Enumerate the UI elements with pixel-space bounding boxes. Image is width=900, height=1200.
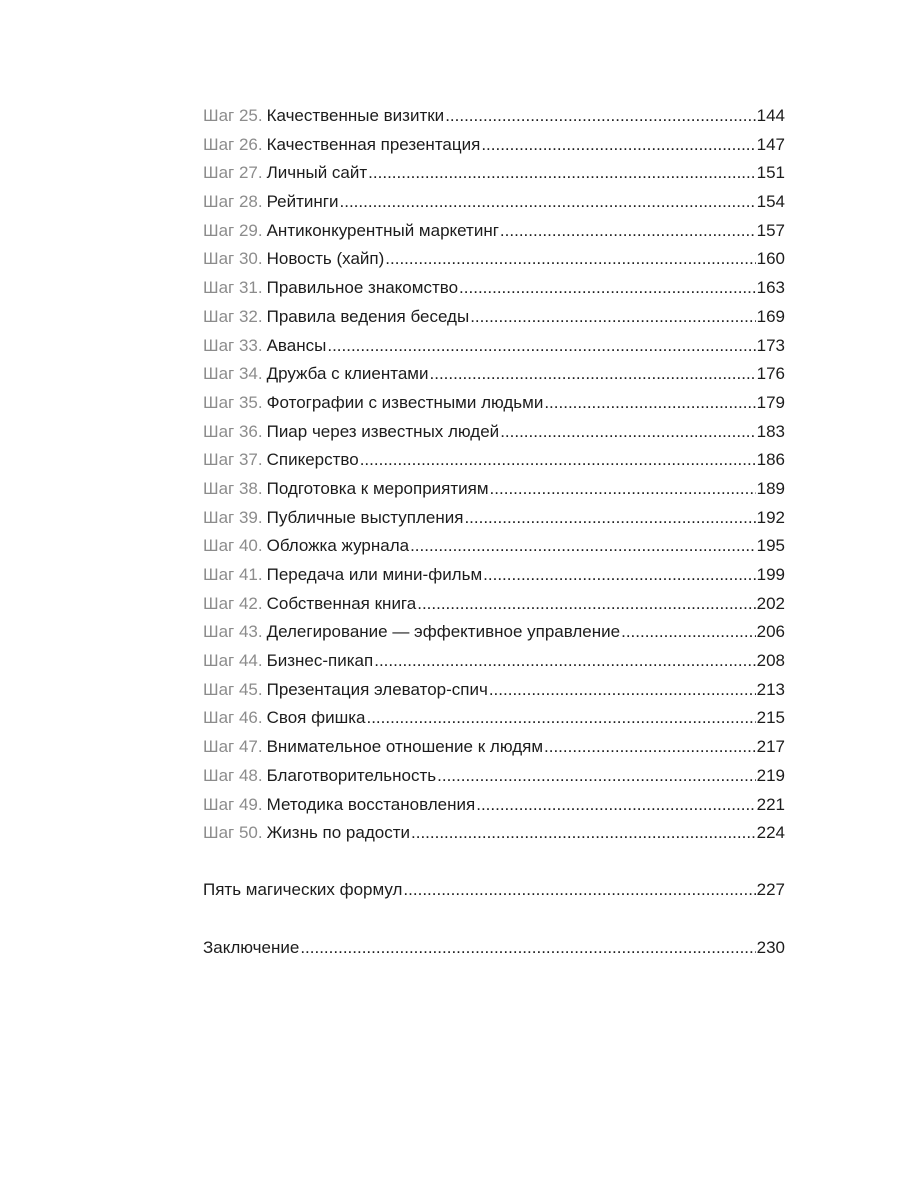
step-number: Шаг 42. — [203, 593, 263, 613]
toc-entry-step-40 — [203, 532, 785, 561]
step-title: Личный сайт — [266, 163, 368, 183]
step-title: Пиар через известных людей — [266, 421, 500, 441]
step-title: Дружба с клиентами — [266, 364, 429, 384]
step-number: Шаг 37. — [203, 450, 263, 470]
step-title: Благотворительность — [266, 765, 437, 785]
toc-entry-step-39 — [203, 504, 785, 533]
page-number: 147 — [756, 134, 785, 154]
toc-entry-step-27 — [203, 159, 785, 188]
step-title: Обложка журнала — [266, 536, 410, 556]
page-number: 154 — [756, 192, 785, 212]
step-title: Бизнес-пикап — [266, 651, 374, 671]
dot-leader — [621, 618, 756, 647]
toc-entry-step-46 — [203, 704, 785, 733]
step-number: Шаг 29. — [203, 220, 263, 240]
page-number: 195 — [756, 536, 785, 556]
page-number: 183 — [756, 421, 785, 441]
dot-leader — [470, 303, 755, 332]
step-number: Шаг 35. — [203, 392, 263, 412]
dot-leader — [368, 159, 755, 188]
dot-leader — [327, 332, 755, 361]
step-title: Качественная презентация — [266, 134, 481, 154]
toc-entry-step-48 — [203, 762, 785, 791]
page-number: 192 — [756, 507, 785, 527]
table-of-contents — [203, 102, 785, 962]
dot-leader — [417, 590, 755, 619]
toc-entry-step-34 — [203, 360, 785, 389]
page-number: 217 — [756, 737, 785, 757]
toc-entry-formulas — [203, 876, 785, 905]
step-number: Шаг 45. — [203, 679, 263, 699]
page-number: 176 — [756, 364, 785, 384]
page-number: 189 — [756, 478, 785, 498]
toc-entry-step-30 — [203, 245, 785, 274]
toc-entry-step-44 — [203, 647, 785, 676]
page-number: 221 — [756, 794, 785, 814]
step-number: Шаг 49. — [203, 794, 263, 814]
page-number: 219 — [756, 765, 785, 785]
step-number: Шаг 31. — [203, 278, 263, 298]
page-number: 163 — [756, 278, 785, 298]
step-title: Публичные выступления — [266, 507, 464, 527]
dot-leader — [403, 876, 755, 905]
page-number: 224 — [756, 823, 785, 843]
step-title: Внимательное отношение к людям — [266, 737, 544, 757]
toc-entry-step-41 — [203, 561, 785, 590]
section-title: Пять магических формул — [203, 879, 403, 899]
toc-entry-conclusion — [203, 934, 785, 963]
step-title: Новость (хайп) — [266, 249, 385, 269]
step-number: Шаг 36. — [203, 421, 263, 441]
page-number: 169 — [756, 306, 785, 326]
dot-leader — [544, 733, 756, 762]
dot-leader — [464, 504, 755, 533]
page-number: 151 — [756, 163, 785, 183]
step-title: Своя фишка — [266, 708, 366, 728]
dot-leader — [374, 647, 755, 676]
toc-entry-step-49 — [203, 791, 785, 820]
dot-leader — [410, 532, 756, 561]
step-title: Рейтинги — [266, 192, 339, 212]
step-title: Жизнь по радости — [266, 823, 410, 843]
toc-entry-step-26 — [203, 131, 785, 160]
page-number: 144 — [756, 106, 785, 125]
dot-leader — [476, 791, 755, 820]
step-number: Шаг 28. — [203, 192, 263, 212]
step-number: Шаг 25. — [203, 106, 263, 125]
toc-entry-step-38 — [203, 475, 785, 504]
toc-entry-step-36 — [203, 418, 785, 447]
step-title: Презентация элеватор-спич — [266, 679, 488, 699]
dot-leader — [411, 819, 756, 848]
page-number: 173 — [756, 335, 785, 355]
toc-entry-step-33 — [203, 332, 785, 361]
dot-leader — [490, 475, 756, 504]
page-number: 199 — [756, 565, 785, 584]
page-number: 179 — [756, 392, 785, 412]
page-number: 230 — [756, 937, 785, 957]
page-number: 157 — [756, 220, 785, 240]
step-title: Методика восстановления — [266, 794, 476, 814]
step-number: Шаг 34. — [203, 364, 263, 384]
dot-leader — [360, 446, 756, 475]
page-number: 215 — [756, 708, 785, 728]
step-number: Шаг 33. — [203, 335, 263, 355]
toc-entry-step-50 — [203, 819, 785, 848]
step-title: Фотографии с известными людьми — [266, 392, 544, 412]
step-number: Шаг 40. — [203, 536, 263, 556]
step-number: Шаг 26. — [203, 134, 263, 154]
step-number: Шаг 38. — [203, 478, 263, 498]
toc-entry-step-29 — [203, 217, 785, 246]
dot-leader — [300, 934, 755, 963]
step-number: Шаг 44. — [203, 651, 263, 671]
dot-leader — [483, 561, 755, 590]
step-title: Авансы — [266, 335, 327, 355]
dot-leader — [481, 131, 755, 160]
step-number: Шаг 41. — [203, 565, 263, 584]
toc-entry-step-32 — [203, 303, 785, 332]
toc-entry-step-35 — [203, 389, 785, 418]
dot-leader — [340, 188, 756, 217]
toc-entry-step-47 — [203, 733, 785, 762]
step-number: Шаг 32. — [203, 306, 263, 326]
toc-entry-step-43 — [203, 618, 785, 647]
toc-entry-step-42 — [203, 590, 785, 619]
step-title: Антиконкурентный маркетинг — [266, 220, 499, 240]
step-number: Шаг 46. — [203, 708, 263, 728]
step-title: Спикерство — [266, 450, 359, 470]
step-title: Собственная книга — [266, 593, 417, 613]
step-number: Шаг 30. — [203, 249, 263, 269]
step-title: Передача или мини-фильм — [266, 565, 483, 584]
dot-leader — [500, 418, 755, 447]
step-number: Шаг 39. — [203, 507, 263, 527]
dot-leader — [500, 217, 756, 246]
step-title: Подготовка к мероприятиям — [266, 478, 489, 498]
dot-leader — [385, 245, 755, 274]
page-number: 208 — [756, 651, 785, 671]
page-number: 160 — [756, 249, 785, 269]
step-title: Правила ведения беседы — [266, 306, 470, 326]
toc-entry-step-45 — [203, 676, 785, 705]
page-number: 206 — [756, 622, 785, 642]
dot-leader — [544, 389, 755, 418]
page-number: 213 — [756, 679, 785, 699]
dot-leader — [459, 274, 756, 303]
section-title: Заключение — [203, 937, 300, 957]
step-number: Шаг 47. — [203, 737, 263, 757]
dot-leader — [489, 676, 756, 705]
step-number: Шаг 48. — [203, 765, 263, 785]
toc-entry-step-28 — [203, 188, 785, 217]
dot-leader — [366, 704, 755, 733]
step-number: Шаг 43. — [203, 622, 263, 642]
step-title: Делегирование — эффективное управление — [266, 622, 621, 642]
dot-leader — [430, 360, 756, 389]
step-title: Правильное знакомство — [266, 278, 459, 298]
toc-entry-step-31 — [203, 274, 785, 303]
step-number: Шаг 50. — [203, 823, 263, 843]
page-number: 227 — [756, 879, 785, 899]
page-number: 186 — [756, 450, 785, 470]
step-number: Шаг 27. — [203, 163, 263, 183]
toc-entry-step-25 — [203, 102, 785, 131]
dot-leader — [437, 762, 756, 791]
dot-leader — [445, 102, 755, 131]
toc-entry-step-37 — [203, 446, 785, 475]
step-title: Качественные визитки — [266, 106, 445, 125]
page-number: 202 — [756, 593, 785, 613]
